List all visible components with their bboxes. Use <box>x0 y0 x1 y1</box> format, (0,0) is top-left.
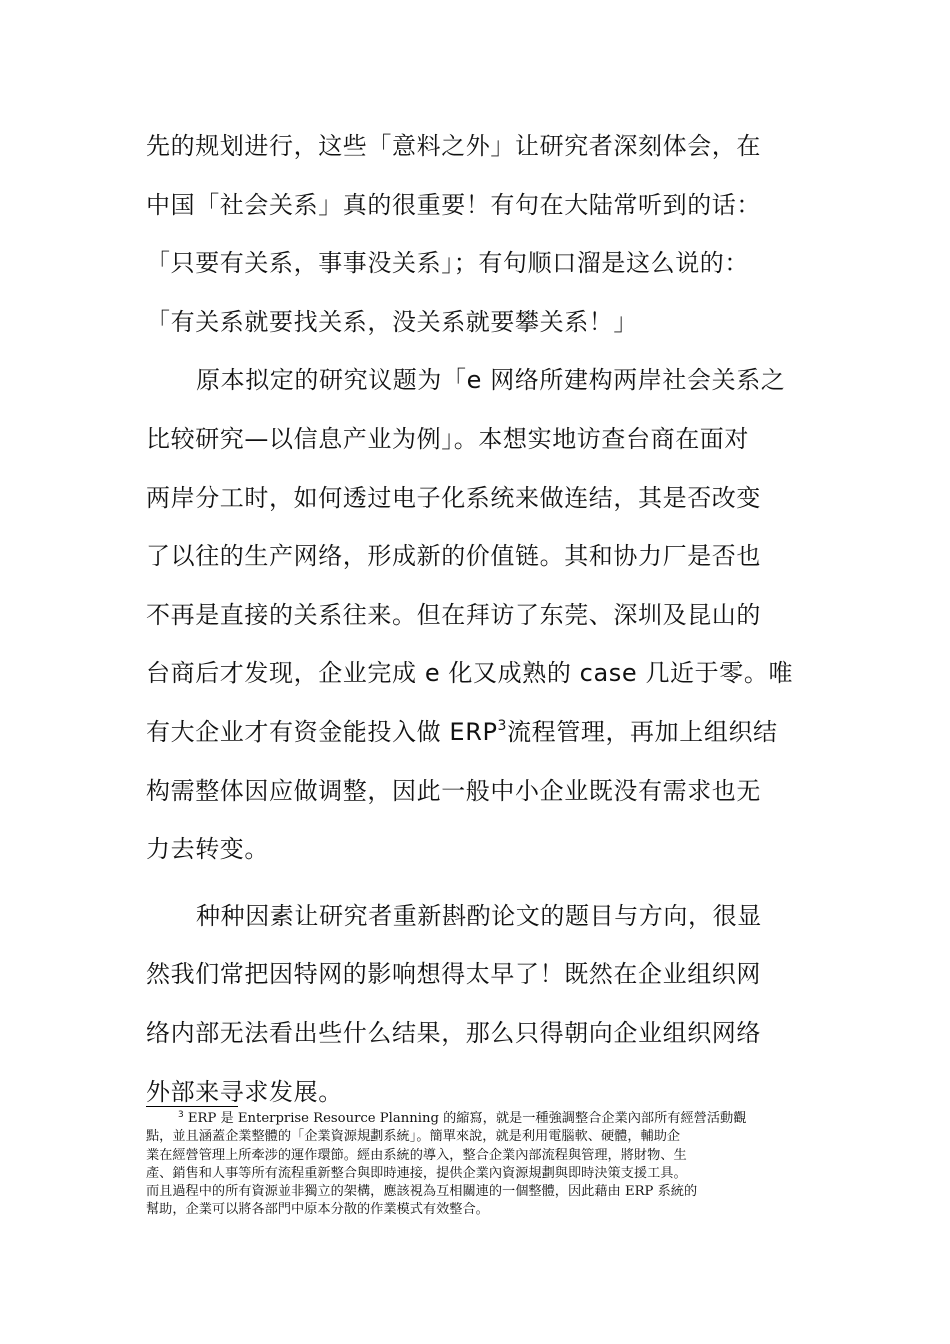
text-fragment: 的縮寫，就是一種強調整合企業內部所有經營活動觀 <box>443 1111 747 1126</box>
text-fragment: ERP 是 Enterprise Resource Planning <box>183 1111 444 1126</box>
text-line: 中国「社会关系」真的很重要！有句在大陆常听到的话： <box>146 190 761 219</box>
footnote-line: 幫助，企業可以將各部門中原本分散的作業模式有效整合。 <box>146 1202 489 1218</box>
text-line: 然我们常把因特网的影响想得太早了！既然在企业组织网 <box>146 960 761 989</box>
text-line: 构需整体因应做调整，因此一般中小企业既没有需求也无 <box>146 776 761 805</box>
text-fragment: 流程管理，再加上组织结 <box>507 717 778 746</box>
text-line: 种种因素让研究者重新斟酌论文的题目与方向，很显 <box>196 901 762 930</box>
footnote <box>146 1110 814 1220</box>
footnote-separator <box>146 1106 238 1107</box>
footnote-line: 點，並且涵蓋企業整體的「企業資源規劃系統」。簡單來說，就是利用電腦軟、硬體，輔助企 <box>146 1129 681 1145</box>
paragraph-3 <box>146 887 811 1121</box>
text-line: 台商后才发现，企业完成 e 化又成熟的 case 几近于零。唯 <box>146 659 794 688</box>
text-fragment: 系統的 <box>657 1184 698 1200</box>
text-line: 力去转变。 <box>146 835 269 864</box>
text-line: 了以往的生产网络，形成新的价值链。其和协力厂是否也 <box>146 542 761 571</box>
text-line: 比较研究—以信息产业为例」。本想实地访查台商在面对 <box>146 424 749 453</box>
text-line: 外部来寻求发展。 <box>146 1077 343 1106</box>
paragraph-2 <box>146 351 811 878</box>
footnote-reference[interactable]: 3 <box>497 717 508 734</box>
text-fragment: 有大企业才有资金能投入做 ERP <box>146 717 498 746</box>
text-line: 两岸分工时，如何透过电子化系统来做连结，其是否改变 <box>146 483 761 512</box>
text-fragment: 而且過程中的所有資源並非獨立的架構，應該視為互相關連的一個整體，因此藉由 <box>146 1184 625 1200</box>
footnote-line <box>146 1110 814 1128</box>
text-line: 络内部无法看出些什么结果，那么只得朝向企业组织网络 <box>146 1018 761 1047</box>
text-line: 原本拟定的研究议题为「e 网络所建构两岸社会关系之 <box>196 366 786 395</box>
paragraph-1 <box>146 117 811 351</box>
footnote-line: 產、銷售和人事等所有流程重新整合與即時連接，提供企業內資源規劃與即時決策支援工具。 <box>146 1165 687 1181</box>
text-line: 不再是直接的关系往来。但在拜访了东莞、深圳及昆山的 <box>146 600 761 629</box>
footnote-line <box>146 1183 814 1201</box>
text-line: 「有关系就要找关系，没关系就要攀关系！」 <box>146 307 638 336</box>
text-line <box>146 703 811 762</box>
body-text <box>146 117 811 1121</box>
text-line: 先的规划进行，这些「意料之外」让研究者深刻体会，在 <box>146 132 761 160</box>
text-fragment: ERP <box>624 1184 658 1200</box>
footnote-line: 業在經營管理上所牽涉的運作環節。經由系統的導入，整合企業內部流程與管理，將財物、生 <box>146 1147 687 1163</box>
footnote-number: 3 <box>178 1110 184 1120</box>
text-line: 「只要有关系，事事没关系」；有句顺口溜是这么说的： <box>146 249 749 278</box>
